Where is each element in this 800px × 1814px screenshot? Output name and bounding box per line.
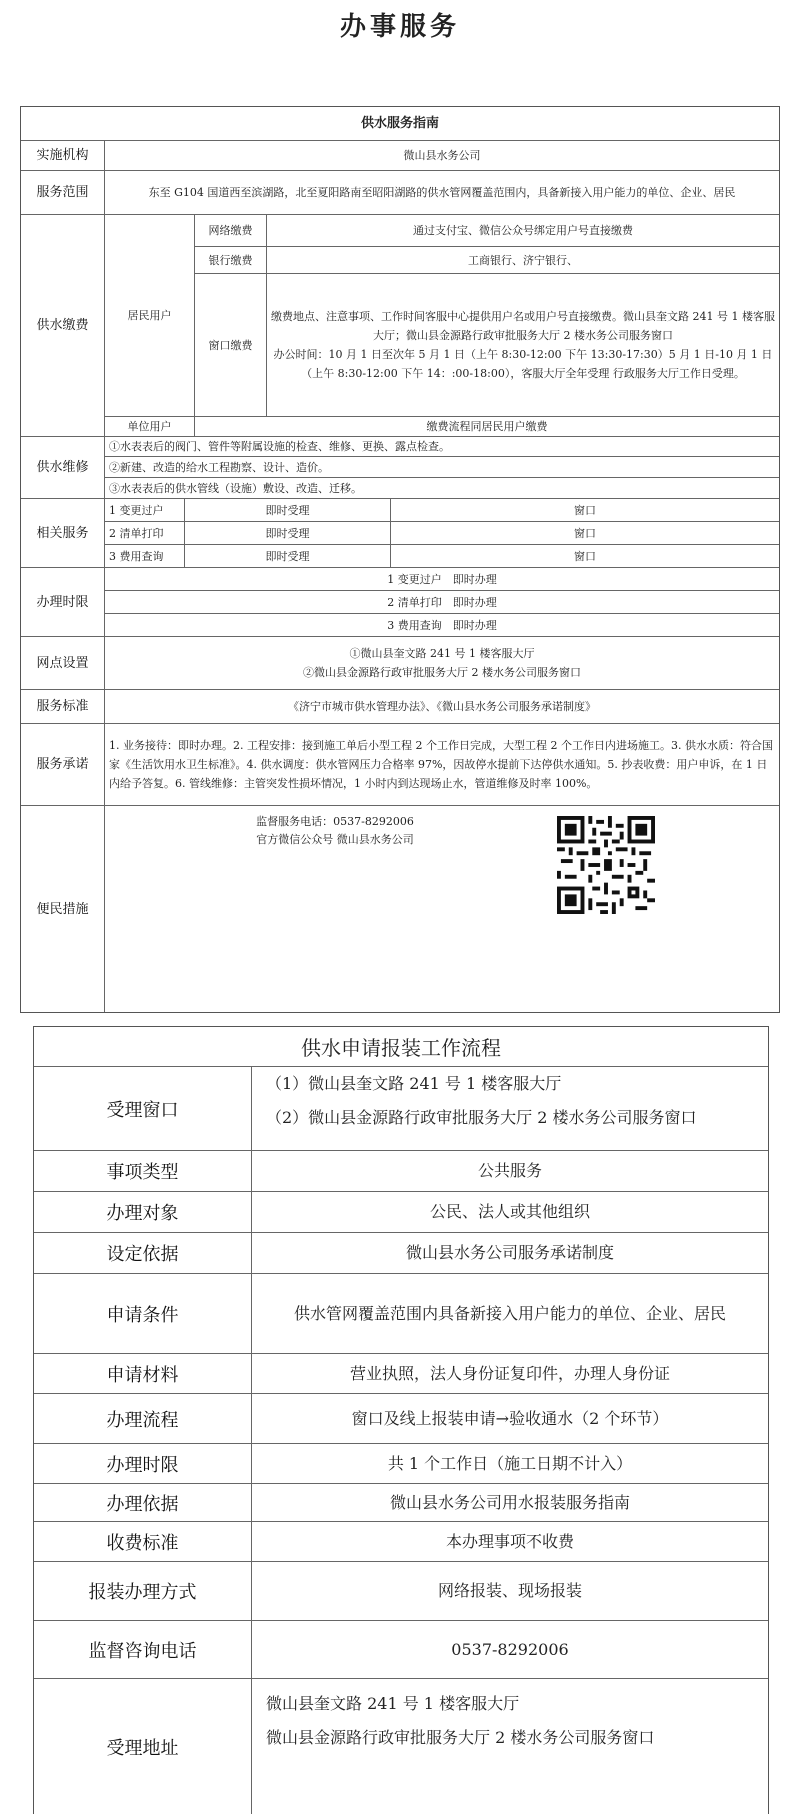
- flow-row-value-line: （1）微山县奎文路 241 号 1 楼客服大厅: [266, 1074, 562, 1093]
- org-label: 实施机构: [21, 141, 105, 171]
- flow-row-label: 收费标准: [34, 1522, 252, 1562]
- flow-title: 供水申请报装工作流程: [34, 1026, 768, 1067]
- flow-row-label: 办理对象: [34, 1192, 252, 1233]
- flow-row-label: 申请条件: [34, 1274, 252, 1354]
- supervision-phone: 监督服务电话：0537-8292006: [256, 815, 414, 828]
- convenience-label: 便民措施: [21, 806, 105, 1012]
- related-item-mode: 即时受理: [185, 545, 391, 568]
- related-item-name: 1 变更过户: [105, 499, 185, 522]
- unit-user-value: 缴费流程同居民用户缴费: [195, 417, 779, 437]
- flow-row-label: 设定依据: [34, 1233, 252, 1274]
- guide-title: 供水服务指南: [21, 107, 779, 141]
- flow-row-label: 办理流程: [34, 1394, 252, 1444]
- related-item-mode: 即时受理: [185, 522, 391, 545]
- flow-row-label: 监督咨询电话: [34, 1621, 252, 1679]
- window-pay-text-2: 办公时间：10 月 1 日至次年 5 月 1 日（上午 8:30-12:00 下午 13:30-17:30）5 月 1 日-10 月 1 日（上午 8:30-12:00 下午 14：:00-18:00），客服大厅全年受理 行政服务大厅工作日受理。: [273, 348, 773, 380]
- related-item-name: 3 费用查询: [105, 545, 185, 568]
- flow-row-value: [252, 1679, 768, 1814]
- flow-row-value-line: 微山县奎文路 241 号 1 楼客服大厅: [266, 1694, 520, 1713]
- flow-row-value: 窗口及线上报装申请→验收通水（2 个环节）: [252, 1394, 768, 1444]
- flow-row-value: 本办理事项不收费: [252, 1522, 768, 1562]
- flow-row-value: 供水管网覆盖范围内具备新接入用户能力的单位、企业、居民: [252, 1274, 768, 1354]
- flow-row-value: 微山县水务公司用水报装服务指南: [252, 1484, 768, 1522]
- qr-code-icon: [557, 816, 655, 914]
- window-pay-text-1: 缴费地点、注意事项、工作时间客服中心提供用户名或用户号直接缴费。微山县奎文路 241 号 1 楼客服大厅；微山县金源路行政审批服务大厅 2 楼水务公司服务窗口: [271, 310, 775, 342]
- window-pay-value: [267, 274, 779, 417]
- repair-item: ①水表表后的阀门、管件等附属设施的检查、维修、更换、露点检查。: [105, 437, 779, 457]
- online-pay-label: 网络缴费: [195, 215, 267, 247]
- outlet-item: ②微山县金源路行政审批服务大厅 2 楼水务公司服务窗口: [303, 666, 581, 679]
- related-item-place: 窗口: [391, 545, 779, 568]
- wechat-account: 官方微信公众号 微山县水务公司: [256, 833, 414, 846]
- repair-item: ②新建、改造的给水工程勘察、设计、造价。: [105, 457, 779, 478]
- flow-row-value: 0537-8292006: [252, 1621, 768, 1679]
- standard-label: 服务标准: [21, 690, 105, 724]
- time-item: 1 变更过户 即时办理: [105, 568, 779, 591]
- bank-pay-value: 工商银行、济宁银行、: [267, 247, 779, 274]
- page-title: 办事服务: [339, 12, 460, 42]
- flow-row-value: 网络报装、现场报装: [252, 1562, 768, 1621]
- promise-value: 1. 业务接待：即时办理。2. 工程安排：接到施工单后小型工程 2 个工作日完成，大型工程 2 个工作日内进场施工。3. 供水水质：符合国家《生活饮用水卫生标准》。4. 供水调度：供水管网压力合格率 97%，因故停水提前下达停供水通知。5. 抄表收费：用户申诉，在 1 日内给予答复。6. 管线维修：主管突发性损坏情况，1 小时内到达现场止水，管道维修及时率 100%。: [105, 724, 779, 806]
- repair-label: 供水维修: [21, 437, 105, 499]
- flow-row-value: 营业执照，法人身份证复印件，办理人身份证: [252, 1354, 768, 1394]
- flow-row-value: 公民、法人或其他组织: [252, 1192, 768, 1233]
- flow-row-value: 公共服务: [252, 1151, 768, 1192]
- flow-row-label: 报装办理方式: [34, 1562, 252, 1621]
- related-item-place: 窗口: [391, 522, 779, 545]
- flow-row-value: 微山县水务公司服务承诺制度: [252, 1233, 768, 1274]
- resident-user-label: 居民用户: [105, 215, 195, 417]
- scope-value: 东至 G104 国道西至滨湖路，北至夏阳路南至昭阳湖路的供水管网覆盖范围内，具备新接入用户能力的单位、企业、居民: [105, 171, 779, 215]
- repair-item: ③水表表后的供水管线（设施）敷设、改造、迁移。: [105, 478, 779, 499]
- flow-row-label: 申请材料: [34, 1354, 252, 1394]
- related-item-mode: 即时受理: [185, 499, 391, 522]
- flow-row-value: [252, 1067, 768, 1151]
- window-pay-label: 窗口缴费: [195, 274, 267, 417]
- convenience-value: [105, 806, 779, 1012]
- org-value: 微山县水务公司: [105, 141, 779, 171]
- flow-row-value-line: 微山县金源路行政审批服务大厅 2 楼水务公司服务窗口: [266, 1728, 655, 1747]
- water-installation-flow-table: [33, 1026, 769, 1814]
- related-label: 相关服务: [21, 499, 105, 568]
- flow-row-value: 共 1 个工作日（施工日期不计入）: [252, 1444, 768, 1484]
- flow-row-label: 受理地址: [34, 1679, 252, 1814]
- unit-user-label: 单位用户: [105, 417, 195, 437]
- flow-row-label: 办理依据: [34, 1484, 252, 1522]
- time-item: 2 清单打印 即时办理: [105, 591, 779, 614]
- flow-row-value-line: （2）微山县金源路行政审批服务大厅 2 楼水务公司服务窗口: [266, 1108, 697, 1127]
- outlet-item: ①微山县奎文路 241 号 1 楼客服大厅: [349, 647, 535, 660]
- related-item-name: 2 清单打印: [105, 522, 185, 545]
- related-item-place: 窗口: [391, 499, 779, 522]
- time-label: 办理时限: [21, 568, 105, 637]
- outlets-value: [105, 637, 779, 690]
- time-item: 3 费用查询 即时办理: [105, 614, 779, 637]
- promise-label: 服务承诺: [21, 724, 105, 806]
- flow-row-label: 受理窗口: [34, 1067, 252, 1151]
- flow-row-label: 事项类型: [34, 1151, 252, 1192]
- flow-row-label: 办理时限: [34, 1444, 252, 1484]
- pay-label: 供水缴费: [21, 215, 105, 437]
- standard-value: 《济宁市城市供水管理办法》、《微山县水务公司服务承诺制度》: [105, 690, 779, 724]
- bank-pay-label: 银行缴费: [195, 247, 267, 274]
- water-service-guide-table: [20, 106, 780, 1013]
- scope-label: 服务范围: [21, 171, 105, 215]
- outlets-label: 网点设置: [21, 637, 105, 690]
- online-pay-value: 通过支付宝、微信公众号绑定用户号直接缴费: [267, 215, 779, 247]
